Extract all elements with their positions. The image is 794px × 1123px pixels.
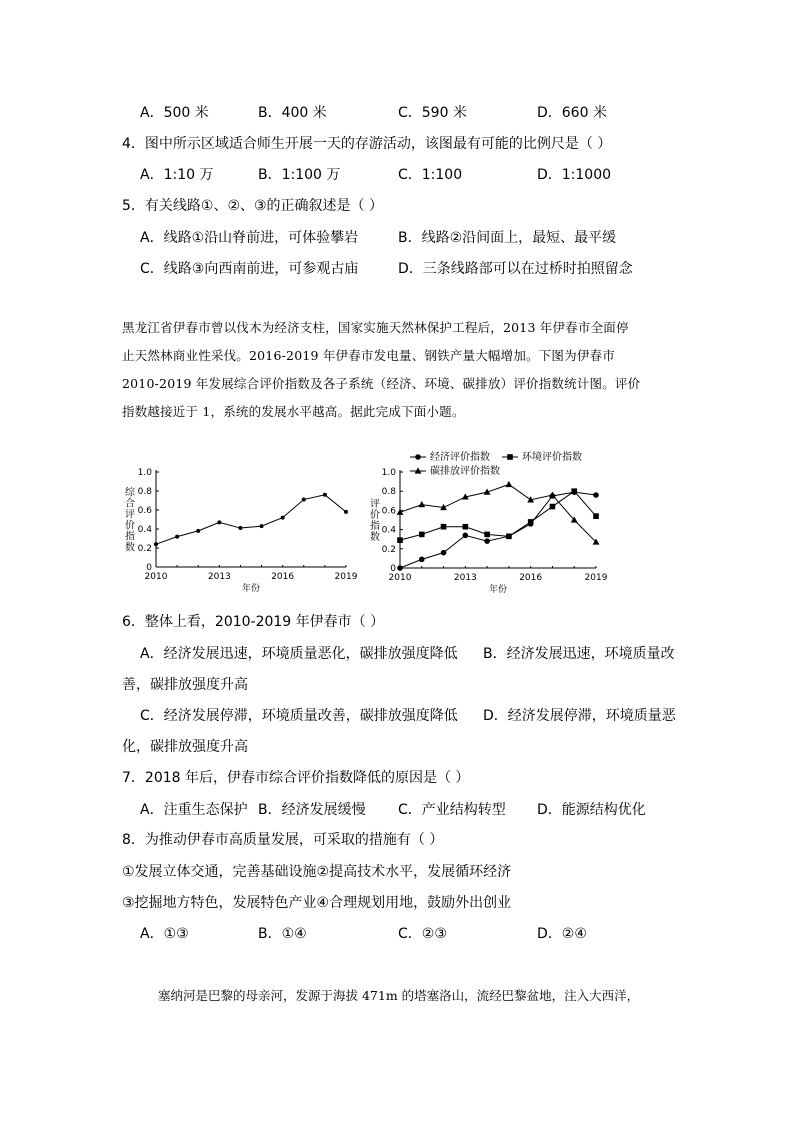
y-tick-label: 0.2 [381,544,396,555]
y-axis-label-char: 价 [370,510,380,521]
q6-option-b-cont: 善，碳排放强度升高 [122,677,248,693]
data-point [484,538,490,544]
x-tick-label: 2019 [334,572,358,582]
data-point [463,524,469,530]
data-point [302,498,306,502]
y-tick-label: 1.0 [137,468,152,478]
y-axis-label-char: 合 [125,498,135,510]
data-point [593,513,599,519]
y-axis-label-char: 综 [125,487,135,499]
series-line [156,495,346,544]
x-tick-label: 2010 [388,573,412,583]
legend-marker [507,454,513,460]
legend-label: 碳排放评价指数 [430,466,500,477]
data-point [593,492,599,498]
passage-seine: 塞纳河是巴黎的母亲河，发源于海拔 471m 的塔塞洛山，流经巴黎盆地，注入大西洋， [158,988,640,1003]
y-tick-label: 0.8 [137,487,152,497]
data-point [419,557,425,563]
q8-stem: 8．为推动伊春市高质量发展，可采取的措施有（ ） [122,832,444,848]
data-point [238,526,242,530]
y-tick-label: 0 [146,563,152,573]
legend-label: 环境评价指数 [522,452,582,463]
y-axis-label-char: 评 [370,499,380,510]
q8-option-a: A．①③ [140,926,189,942]
y-tick-label: 0.6 [137,506,152,516]
y-tick-label: 1.0 [381,468,396,478]
legend-marker [415,454,421,460]
y-tick-label: 0.6 [381,506,396,517]
q5-stem: 5．有关线路①、②、③的正确叙述是（ ） [122,198,384,214]
q5-option-c: C．线路③向西南前进，可参观古庙 [140,261,359,277]
q7-option-d: D．能源结构优化 [537,802,646,818]
q4-option-c: C．1:100 [398,167,463,183]
y-tick-label: 0.2 [137,544,152,554]
q6-option-d-cont: 化，碳排放强度升高 [122,739,248,755]
x-axis-label: 年份 [488,585,508,595]
q6-option-b: B．经济发展迅速，环境质量改 [483,646,675,662]
passage-line: 黑龙江省伊春市曾以伐木为经济支柱，国家实施天然林保护工程后，2013 年伊春市全面停 [122,320,629,335]
y-axis-label-char: 指 [125,531,135,543]
q8-item-2: ③挖掘地方特色，发展特色产业④合理规划用地，鼓励外出创业 [122,895,512,911]
x-axis-label: 年份 [241,584,261,594]
data-point [260,524,264,528]
q8-item-1: ①发展立体交通，完善基础设施②提高技术水平，发展循环经济 [122,864,512,880]
q4-option-b: B．1:100 万 [258,167,341,183]
legend-label: 经济评价指数 [430,452,490,463]
q4-stem: 4．图中所示区域适合师生开展一天的存游活动，该图最有可能的比例尺是（ ） [122,136,612,152]
q5-option-d: D．三条线路部可以在过桥时拍照留念 [398,261,633,277]
data-point [484,532,490,538]
q7-option-b: B．经济发展缓慢 [258,802,366,818]
data-point [419,532,425,538]
y-axis-label-char: 指 [370,521,380,532]
data-point [528,519,534,525]
data-point [441,524,447,530]
q8-option-c: C．②③ [398,926,447,942]
data-point [281,516,285,520]
q6-option-c: C．经济发展停滞，环境质量改善，碳排放强度降低 [140,708,458,724]
q6-option-d: D．经济发展停滞，环境质量恶 [483,708,676,724]
passage-yichun [122,314,674,426]
data-point [550,504,556,510]
data-point [463,533,469,539]
data-point [397,537,403,543]
data-point [441,550,447,556]
x-tick-label: 2019 [584,573,608,583]
q4-option-a: A．1:10 万 [140,167,214,183]
passage-line: 指数越接近于 1，系统的发展水平越高。据此完成下面小题。 [122,404,465,419]
y-axis-label-char: 数 [370,532,380,543]
q7-stem: 7．2018 年后，伊春市综合评价指数降低的原因是（ ） [122,770,470,786]
passage-line: 2010-2019 年发展综合评价指数及各子系统（经济、环境、碳排放）评价指数统计图。评价 [122,376,641,391]
y-tick-label: 0.8 [381,487,396,498]
composite-index-chart [118,462,358,604]
q8-option-d: D．②④ [537,926,587,942]
series-line [400,491,596,540]
q5-option-b: B．线路②沿间面上，最短、最平缓 [398,230,617,246]
y-axis-label-char: 数 [125,542,135,554]
data-point [506,534,512,540]
q4-option-d: D．1:1000 [537,167,612,183]
q8-option-b: B．①④ [258,926,307,942]
data-point [217,520,221,524]
q5-option-a: A．线路①沿山脊前进，可体验攀岩 [140,230,359,246]
y-axis-label-char: 评 [125,509,135,521]
data-point [571,488,577,494]
data-point [418,501,425,507]
q3-option-b: B．400 米 [258,105,327,121]
x-tick-label: 2016 [519,573,543,583]
q3-option-a: A．500 米 [140,105,209,121]
y-axis-label-char: 价 [125,520,135,532]
q3-option-c: C．590 米 [398,105,467,121]
data-point [154,542,158,546]
q6-stem: 6．整体上看，2010-2019 年伊春市（ ） [122,614,385,630]
series-line [400,492,596,568]
q7-option-c: C．产业结构转型 [398,802,506,818]
y-tick-label: 0 [390,564,396,574]
data-point [196,529,200,533]
subsystem-index-chart [362,450,612,604]
x-tick-label: 2013 [453,573,477,583]
passage-line: 止天然林商业性采伐。2016-2019 年伊春市发电量、钢铁产量大幅增加。下图为伊春市 [122,348,615,363]
data-point [505,481,512,487]
q7-option-a: A．注重生态保护 [140,802,248,818]
x-tick-label: 2010 [144,572,168,582]
q6-option-a: A．经济发展迅速，环境质量恶化，碳排放强度降低 [140,646,458,662]
data-point [175,535,179,539]
x-tick-label: 2013 [207,572,231,582]
q3-option-d: D．660 米 [537,105,607,121]
data-point [323,493,327,497]
x-tick-label: 2016 [271,572,295,582]
y-tick-label: 0.4 [381,525,396,536]
data-point [344,510,348,514]
data-point [397,565,403,571]
y-tick-label: 0.4 [137,525,152,535]
